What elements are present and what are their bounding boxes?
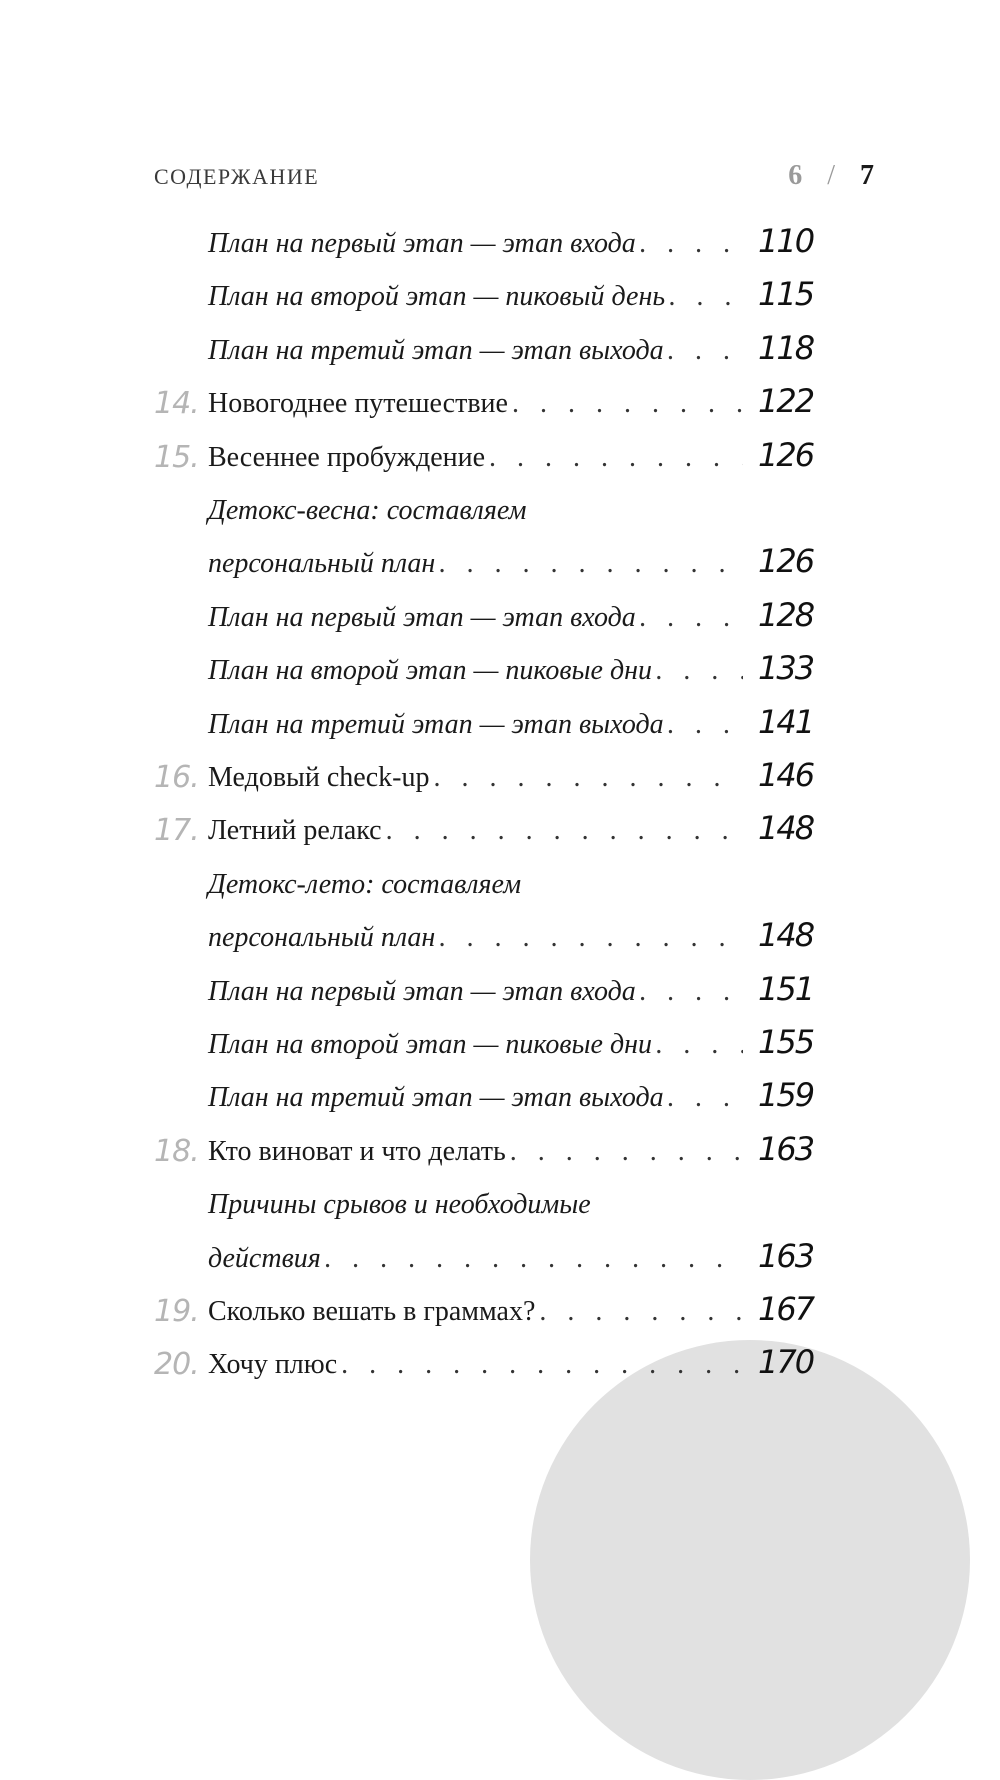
dot-leader: [668, 709, 743, 741]
toc-subentry[interactable]: [0, 275, 1000, 325]
entry-line: [208, 281, 743, 313]
entry-title: План на третий этап — этап выхода: [208, 1082, 664, 1114]
page-number: 118: [758, 328, 814, 367]
chapter-number: 20.: [154, 1347, 199, 1383]
toc-subentry[interactable]: [0, 1237, 1000, 1287]
chapter-number: 15.: [154, 439, 199, 475]
dot-leader: [433, 762, 743, 794]
page-number: 151: [758, 969, 814, 1008]
entry-line: [208, 815, 743, 847]
entry-title: План на третий этап — этап выхода: [208, 334, 664, 366]
toc-subentry[interactable]: [0, 863, 1000, 913]
page-number: 122: [758, 382, 814, 421]
entry-title: Детокс-лето: составляем: [208, 868, 522, 900]
entry-line: [208, 922, 743, 954]
dot-leader: [640, 602, 743, 634]
entry-line: [208, 442, 743, 474]
toc-chapter-entry[interactable]: [0, 809, 1000, 859]
chapter-number: 14.: [154, 386, 199, 422]
entry-title: Причины срывов и необходимые: [208, 1189, 591, 1221]
entry-line: [208, 1296, 743, 1328]
header-title: СОДЕРЖАНИЕ: [154, 164, 320, 189]
page-number: 167: [758, 1290, 814, 1328]
page-number: 126: [758, 435, 814, 474]
entry-line: [208, 1189, 743, 1221]
toc-chapter-entry[interactable]: [0, 382, 1000, 432]
dot-leader: [640, 228, 743, 260]
decorative-circle: [530, 1340, 970, 1780]
entry-line: [208, 655, 743, 687]
toc-chapter-entry[interactable]: [0, 436, 1000, 486]
entry-line: [208, 1082, 743, 1114]
page-number: 115: [758, 275, 814, 314]
toc-subentry[interactable]: [0, 596, 1000, 646]
dot-leader: [668, 335, 743, 367]
entry-line: [208, 388, 743, 420]
entry-line: [208, 709, 743, 741]
toc-subentry[interactable]: [0, 1076, 1000, 1126]
page-number: 148: [758, 809, 814, 848]
entry-title: действия: [208, 1242, 321, 1274]
page-numbers: [788, 160, 874, 192]
toc-subentry[interactable]: [0, 1183, 1000, 1233]
dot-leader: [439, 548, 743, 580]
page-number-right: 7: [860, 160, 874, 191]
entry-title: Кто виноват и что делать: [208, 1135, 506, 1167]
toc-chapter-entry[interactable]: [0, 1343, 1000, 1393]
dot-leader: [640, 976, 743, 1008]
page-number: 148: [758, 916, 814, 955]
toc-subentry[interactable]: [0, 329, 1000, 379]
entry-line: [208, 602, 743, 634]
dot-leader: [539, 1296, 743, 1328]
entry-line: [208, 762, 743, 794]
entry-line: [208, 1349, 743, 1381]
entry-line: [208, 335, 743, 367]
page-number: 163: [758, 1129, 814, 1168]
entry-title: персональный план: [208, 548, 436, 580]
entry-title: Детокс-весна: составляем: [208, 495, 527, 526]
dot-leader: [325, 1243, 743, 1275]
entry-line: [208, 869, 743, 901]
entry-title: Сколько вешать в граммах?: [208, 1296, 536, 1327]
chapter-number: 18.: [154, 1133, 199, 1169]
toc-subentry[interactable]: [0, 1023, 1000, 1073]
entry-title: План на второй этап — пиковые дни: [208, 655, 652, 687]
entry-title: Весеннее пробуждение: [208, 441, 486, 473]
page-number: 159: [758, 1076, 814, 1115]
dot-leader: [656, 1029, 743, 1061]
dot-leader: [510, 1136, 743, 1168]
toc-subentry[interactable]: [0, 542, 1000, 592]
page-number: 141: [758, 702, 814, 741]
toc-chapter-entry[interactable]: [0, 1290, 1000, 1340]
entry-title: Медовый check-up: [208, 762, 430, 793]
entry-title: Новогоднее путешествие: [208, 388, 508, 420]
chapter-number: 17.: [154, 813, 199, 849]
dot-leader: [439, 922, 743, 954]
page-number: 128: [758, 595, 814, 634]
dot-leader: [668, 1082, 743, 1114]
entry-title: План на первый этап — этап входа: [208, 601, 636, 633]
entry-line: [208, 1029, 743, 1061]
page-number: 126: [758, 542, 814, 581]
chapter-number: 16.: [154, 760, 199, 795]
toc-subentry[interactable]: [0, 703, 1000, 753]
entry-line: [208, 548, 743, 580]
toc-subentry[interactable]: [0, 916, 1000, 966]
page-number: 110: [758, 222, 814, 260]
entry-line: [208, 495, 743, 527]
page-number: 170: [758, 1343, 814, 1382]
entry-title: План на второй этап — пиковый день: [208, 281, 666, 313]
page-number: 163: [758, 1236, 814, 1275]
page-number: 146: [758, 756, 814, 794]
dot-leader: [386, 815, 743, 847]
page-number: 133: [758, 649, 814, 688]
dot-leader: [489, 442, 743, 474]
entry-title: План на второй этап — пиковые дни: [208, 1029, 652, 1060]
toc-subentry[interactable]: [0, 970, 1000, 1020]
dot-leader: [656, 655, 743, 687]
toc-chapter-entry[interactable]: [0, 1130, 1000, 1180]
entry-line: [208, 228, 743, 260]
entry-title: План на первый этап — этап входа: [208, 228, 636, 259]
entry-line: [208, 1136, 743, 1168]
entry-title: Летний релакс: [208, 815, 382, 847]
entry-line: [208, 976, 743, 1008]
page-number-left: 6: [788, 160, 803, 191]
entry-line: [208, 1243, 743, 1275]
page-separator: /: [827, 160, 835, 191]
dot-leader: [669, 281, 743, 313]
toc-subentry[interactable]: [0, 489, 1000, 539]
entry-title: Хочу плюс: [208, 1349, 338, 1381]
running-header: [154, 160, 874, 200]
toc-chapter-entry[interactable]: [0, 756, 1000, 806]
entry-title: персональный план: [208, 922, 436, 954]
dot-leader: [512, 388, 743, 420]
entry-title: План на первый этап — этап входа: [208, 975, 636, 1007]
toc-subentry[interactable]: [0, 222, 1000, 272]
page-number: 155: [758, 1023, 814, 1061]
dot-leader: [341, 1349, 743, 1381]
entry-title: План на третий этап — этап выхода: [208, 708, 664, 740]
toc-subentry[interactable]: [0, 649, 1000, 699]
chapter-number: 19.: [154, 1294, 199, 1329]
